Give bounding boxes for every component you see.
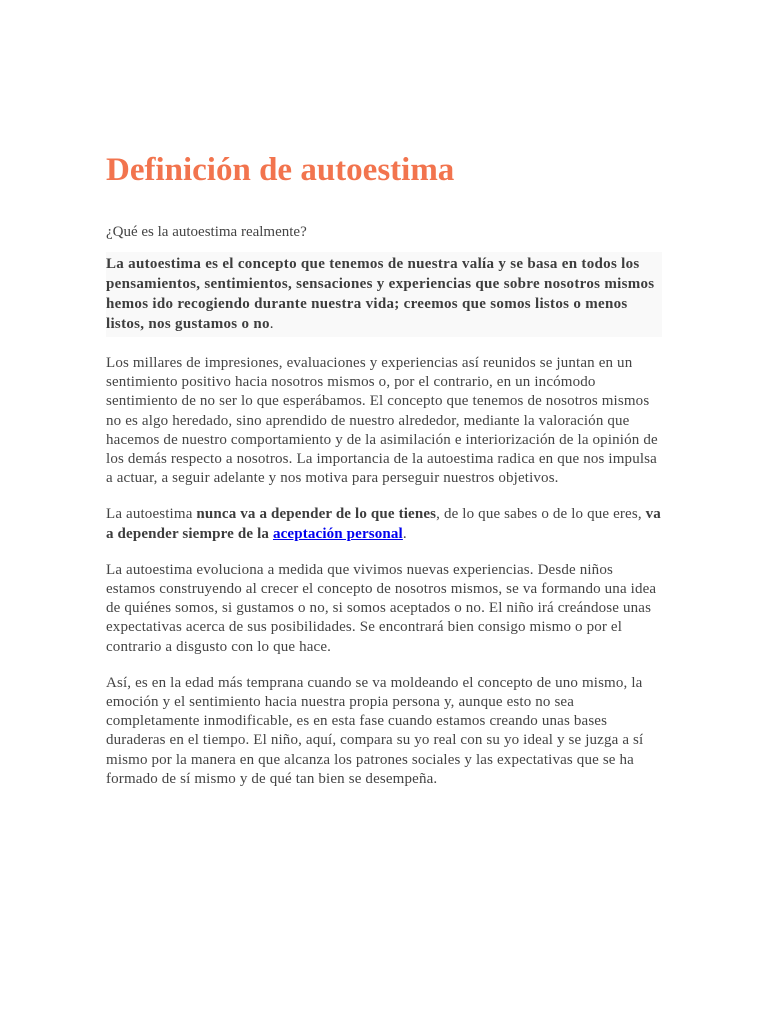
p2-bold-1: nunca va a depender de lo que tienes (196, 506, 437, 523)
p2-text-2: , de lo que sabes o de lo que eres, (436, 506, 646, 523)
page-title: Definición de autoestima (106, 152, 455, 188)
p2-text-3: . (402, 525, 407, 542)
paragraph-1: Los millares de impresiones, evaluaciones y experiencias así reunidos se juntan en un sentimiento positivo hacia nosotros mismos o, por el contrario, en un incómodo sentimiento de no ser lo que esperábamos. El concepto que tenemos de nosotros mismos no es algo heredado, sino aprendido de nuestro alrededor, mediante la valoración que hacemos de nuestro comportamiento y de la asimilación e interiorización de la opinión de los demás respecto a nosotros. La importancia de la autoestima radica en que nos impulsa a actuar, a seguir adelante y nos motiva para perseguir nuestros objetivos. (106, 355, 658, 487)
paragraph-3: La autoestima evoluciona a medida que vivimos nuevas experiencias. Desde niños estamos construyendo al crecer el concepto de nosotros mismos, se va formando una idea de quiénes somos, si gustamos o no, si somos aceptados o no. El niño irá creándose unas expectativas acerca de sus posibilidades. Se encontrará bien consigo mismo o por el contrario a disgusto con lo que hace. (106, 561, 657, 655)
highlight-period: . (269, 316, 274, 332)
highlighted-definition (106, 252, 662, 337)
p2-bold-2: va a depender siempre de la (106, 506, 661, 542)
highlight-text: La autoestima es el concepto que tenemos de nuestra valía y se basa en todos los pensamientos, sentimientos, sensaciones y experiencias que sobre nosotros mismos hemos ido recogiendo durante nuestra vida; creemos que somos listos o menos listos, nos gustamos o no (106, 256, 655, 332)
aceptacion-personal-link[interactable]: aceptación personal (272, 525, 403, 542)
article (106, 150, 662, 789)
question-text: ¿Qué es la autoestima realmente? (106, 224, 307, 240)
paragraph-2 (106, 505, 662, 543)
p2-text-1: La autoestima (106, 506, 197, 523)
paragraph-4: Así, es en la edad más temprana cuando se va moldeando el concepto de uno mismo, la emoción y el sentimiento hacia nuestra propia persona y, aunque esto no sea completamente inmodificable, es en esta fase cuando estamos creando unas bases duraderas en el tiempo. El niño, aquí, compara su yo real con su yo ideal y se juzga a sí mismo por la manera en que alcanza los patrones sociales y las expectativas que se ha formado de sí mismo y de qué tan bien se desempeña. (106, 674, 644, 787)
